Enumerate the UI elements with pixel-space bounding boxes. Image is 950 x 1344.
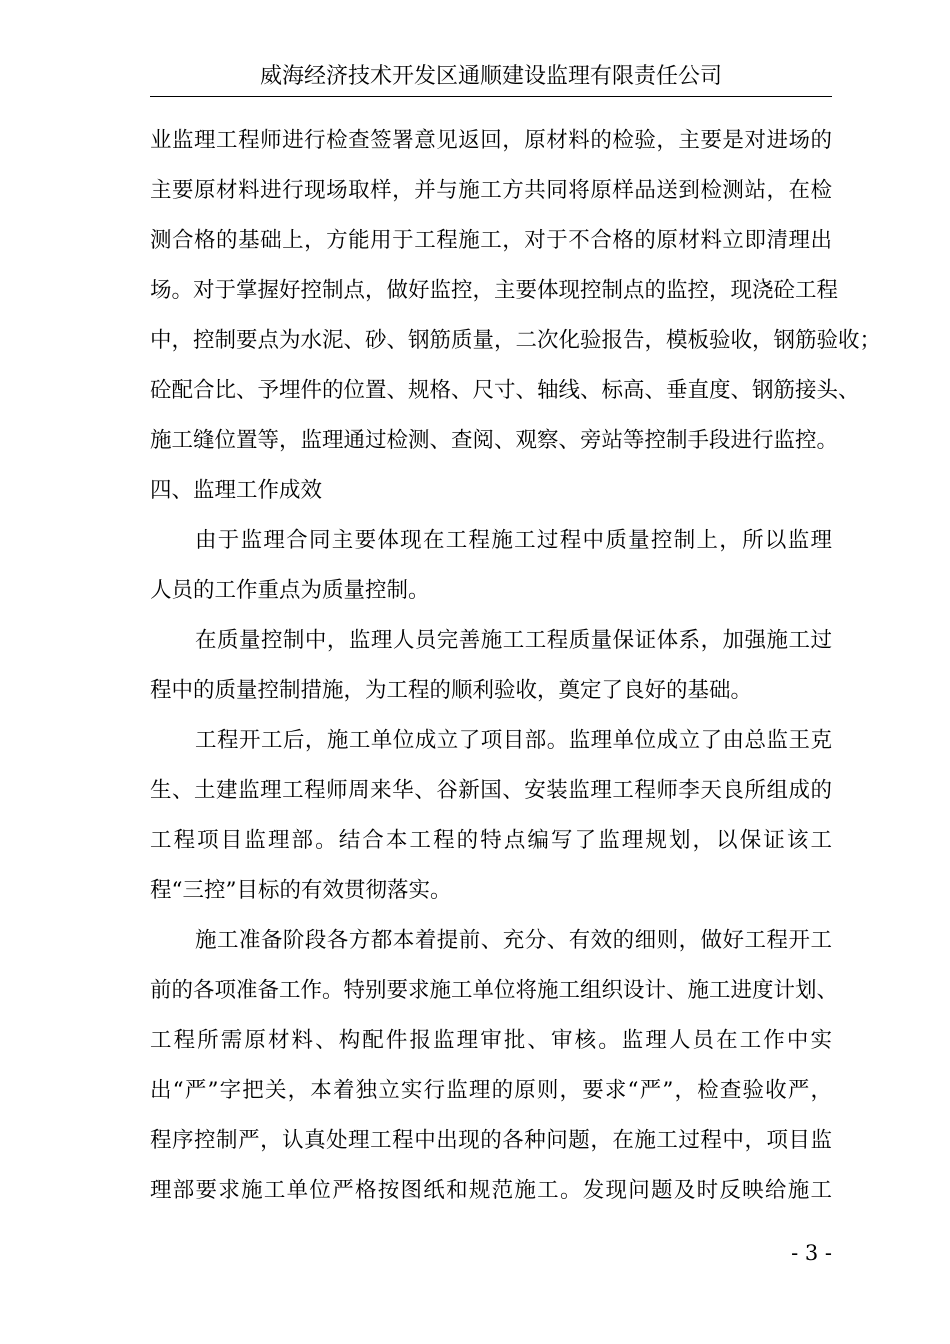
paragraph-line: 前的各项准备工作。特别要求施工单位将施工组织设计、施工进度计划、: [150, 978, 839, 1003]
paragraph-line: 出“严”字把关，本着独立实行监理的原则，要求“严”，检查验收严，: [150, 1078, 832, 1103]
paragraph-line: 施工准备阶段各方都本着提前、充分、有效的细则，做好工程开工: [195, 928, 832, 953]
paragraph-line: 人员的工作重点为质量控制。: [150, 578, 430, 603]
header-divider: [150, 96, 832, 97]
paragraph-line: 测合格的基础上，方能用于工程施工，对于不合格的原材料立即清理出: [150, 228, 832, 253]
paragraph-line: 砼配合比、予埋件的位置、规格、尺寸、轴线、标高、垂直度、钢筋接头、: [150, 378, 860, 403]
paragraph-line: 理部要求施工单位严格按图纸和规范施工。发现问题及时反映给施工: [150, 1178, 832, 1203]
paragraph-line: 工程所需原材料、构配件报监理审批、审核。监理人员在工作中实: [150, 1028, 832, 1053]
paragraph-line: 在质量控制中，监理人员完善施工工程质量保证体系，加强施工过: [195, 628, 832, 653]
paragraph-line: 程序控制严，认真处理工程中出现的各种问题，在施工过程中，项目监: [150, 1128, 832, 1153]
paragraph-line: 主要原材料进行现场取样，并与施工方共同将原样品送到检测站，在检: [150, 178, 832, 203]
paragraph-line: 工程项目监理部。结合本工程的特点编写了监理规划，以保证该工: [150, 828, 832, 853]
paragraph-line: 生、土建监理工程师周来华、谷新国、安装监理工程师李天良所组成的: [150, 778, 832, 803]
paragraph-line: 程“三控”目标的有效贯彻落实。: [150, 878, 452, 903]
paragraph-line: 中，控制要点为水泥、砂、钢筋质量，二次化验报告，模板验收，钢筋验收；: [150, 328, 882, 353]
company-name: 威海经济技术开发区通顺建设监理有限责任公司: [259, 64, 722, 89]
paragraph-line: 施工缝位置等，监理通过检测、查阅、观察、旁站等控制手段进行监控。: [150, 428, 839, 453]
paragraph-line: 场。对于掌握好控制点，做好监控，主要体现控制点的监控，现浇砼工程: [150, 278, 839, 303]
paragraph-line: 业监理工程师进行检查签署意见返回，原材料的检验，主要是对进场的: [150, 128, 832, 153]
paragraph-line: 由于监理合同主要体现在工程施工过程中质量控制上，所以监理: [195, 528, 832, 553]
paragraph-line: 程中的质量控制措施，为工程的顺利验收，奠定了良好的基础。: [150, 678, 753, 703]
section-heading: 四、监理工作成效: [150, 478, 323, 503]
page-number: - 3 -: [791, 1241, 832, 1265]
paragraph-line: 工程开工后，施工单位成立了项目部。监理单位成立了由总监王克: [195, 728, 832, 753]
